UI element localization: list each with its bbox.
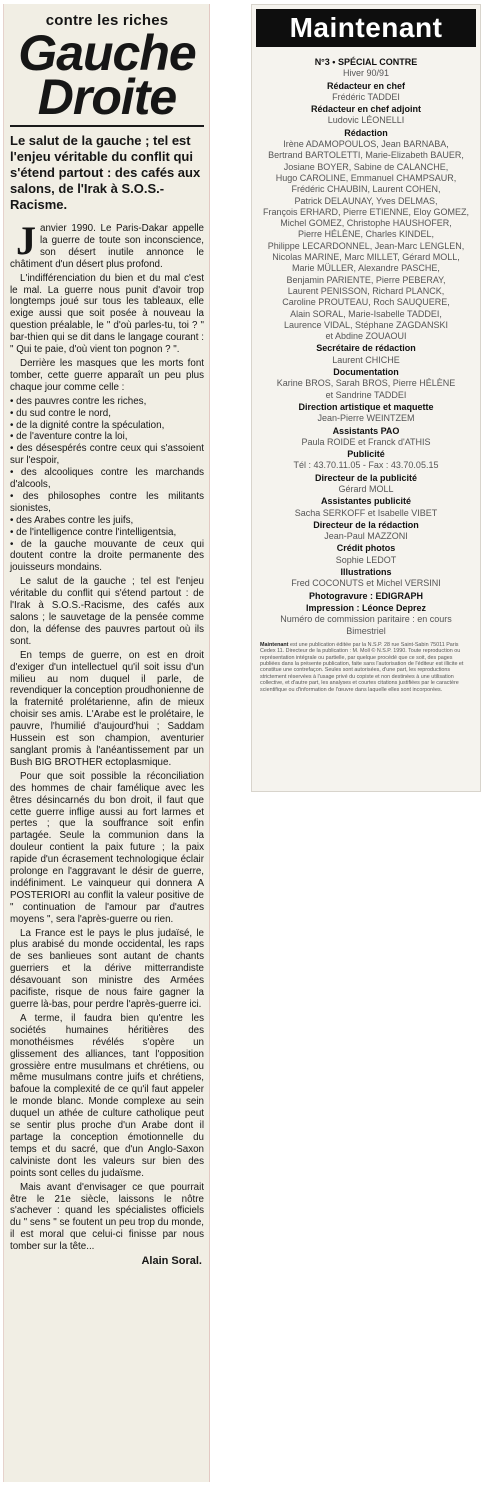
paragraph-1-text: anvier 1990. Le Paris-Dakar appelle la guerre de toute son inconscience, son désert inutile annonce le châtiment d'un désert plus profond. [10,223,204,270]
credit-line: Hugo CAROLINE, Emmanuel CHAMPSAUR, [275,172,457,183]
credit-line: Irène ADAMOPOULOS, Jean BARNABA, [283,139,449,150]
list-item: • des désespérés contre ceux qui s'assoient sur l'espoir, [10,443,204,467]
list-item: • des Arabes contre les juifs, [10,514,134,526]
drop-cap: J [16,218,36,263]
issue-season: Hiver 90/91 [342,68,390,79]
article-kicker: contre les riches [45,12,169,29]
credit-heading: Directeur de la publicité [314,472,418,483]
legal-notice [260,642,472,693]
credit-line: Laurence VIDAL, Stéphane ZAGDANSKI [283,319,449,330]
credit-line: Josiane BOYER, Sabine de CALANCHE, [283,161,449,172]
credit-line: Frédéric TADDEI [332,91,400,102]
credits-list [260,81,472,637]
paragraph-3: Derrière les masques que les morts font tomber, cette guerre apparaît un peu plus chaque jour comme celle : [10,357,204,393]
credit-line: et Sandrine TADDEI [325,389,407,400]
credit-heading: Publicité [347,449,385,460]
credit-line: Patrick DELAUNAY, Yves DELMAS, [294,195,438,206]
credit-line: Frédéric CHAUBIN, Laurent COHEN, [291,184,441,195]
article-lead: Le salut de la gauche ; tel est l'enjeu véritable du conflit qui s'étend partout : des cafés aux salons, de l'Irak à S.O.S.-Racisme. [10,133,201,212]
credit-line: Alain SORAL, Marie-Isabelle TADDEI, [290,308,442,319]
list-item: • du sud contre le nord, [10,407,111,419]
masthead-box [251,4,481,792]
credit-heading: Directeur de la rédaction [313,519,419,530]
issue-number: N°3 • SPÉCIAL CONTRE [314,57,418,67]
credit-line: Numéro de commission paritaire : en cours [280,614,452,625]
paragraph-4: Le salut de la gauche ; tel est l'enjeu véritable du conflit qui s'étend partout : de l'Irak à S.O.S.-Racisme, des cafés aux salons ; le sauvetage de la pensée comme don, la défense des pauvres partout où ils sont. [10,576,204,647]
legal-notice-title: Maintenant [260,641,289,648]
credit-line: François ERHARD, Pierre ETIENNE, Eloy GOMEZ, [262,206,470,217]
list-item: • de la dignité contre la spéculation, [10,419,165,431]
credit-line: Tél : 43.70.11.05 - Fax : 43.70.05.15 [293,460,439,471]
paragraph-2: L'indifférenciation du bien et du mal c'est le mal. La guerre nous punit d'avoir trop longtemps joué sur tous les tableaux, elle exige aussi que soit posée à nouveau la question préalable, le " d'où parles-tu, toi ? " bar-thien qui se dit dans le langage courant : " Qui te paie, d'où vient ton pognon ? ". [10,272,204,356]
headline-rule [10,125,204,127]
author-signature: Alain Soral. [141,1255,202,1268]
legal-notice-publisher: est une publication éditée par la N.S.P. 28 rue Saint-Sabin 75011 Paris Cedex 11. Directeur de la publication : M. Moll © N.S.P. 1990. [260,641,459,655]
paragraph-6: Pour que soit possible la réconciliation des hommes de chair famélique avec les êtres désincarnés du bon droit, il faut que cette guerre inflige aussi au fort larmes et pertes ; que la souffrance soit enfin partagée. Seule la communion dans la douleur contient la paix future ; la paix rapide d'un écrasement technologique éclair prolonge en l'aggravant le désir de guerre, indéfiniment. Le vainqueur qui donnera A POSTERIORI au conflit la valeur positive de " continuation de l'amour par d'autres moyens ", sera l'après-guerre ou rien. [10,770,204,925]
paragraph-5: En temps de guerre, on est en droit d'exiger d'un intellectuel qu'il soit issu d'un milieu au nom duquel il parle, de revendiquer la conception proudhonienne de la fraternité prolétarienne, afin de mieux choisir ses amis. L'Arabe est le prolétaire, le pauvre, l'humilié d'aujourd'hui ; Saddam Hussein est son champion, aventurier sanglant promis à l'anéantissement par un Bush BIG BROTHER ectoplasmique. [10,649,204,768]
bullet-list [10,396,204,575]
list-item: • des alcooliques contre les marchands d'alcools, [10,467,204,491]
list-item: • des philosophes contre les militants sionistes, [10,490,204,514]
credit-line: Benjamin PARIENTE, Pierre PEBERAY, [286,274,446,285]
list-item: • des pauvres contre les riches, [10,395,147,407]
headline-line-2: Droite [37,69,177,125]
credit-heading: Assistantes publicité [320,496,412,507]
headline-line-1: Gauche [18,25,196,81]
credit-heading: Photogravure : EDIGRAPH [308,590,423,601]
list-item: • de l'intelligence contre l'intelligentsia, [10,526,177,538]
credit-heading: Rédacteur en chef adjoint [310,104,422,115]
credit-heading: Documentation [333,367,399,378]
paragraph-9: Mais avant d'envisager ce que pourrait être le 21e siècle, laissons le nôtre s'achever : quand les spécialistes officiels du " sens " se foutent un peu trop du monde, il est moral que celui-ci finisse par nous tomber sur la tête... [10,1181,204,1253]
credit-heading: Illustrations [340,567,392,578]
credit-heading: Crédit photos [336,543,396,554]
list-item: • de l'aventure contre la loi, [10,431,128,443]
credit-heading: Direction artistique et maquette [298,401,434,412]
credit-line: Gérard MOLL [338,483,394,494]
paragraph-7: La France est le pays le plus judaïsé, le plus arabisé du monde occidental, les raps de ses banlieues sont autant de chants guerriers et la dérive mitterrandiste désavouant son ministre des Armées pacifiste, risque de nous faire gagner la guerre là-bas, pour perdre l'après-guerre ici. [10,927,204,1010]
credit-line: Caroline PROUTEAU, Roch SAUQUERE, [282,297,450,308]
credit-line: Laurent PENISSON, Richard PLANCK, [287,285,445,296]
credit-line: Sophie LEDOT [335,554,397,565]
credit-line: Sacha SERKOFF et Isabelle VIBET [294,507,438,518]
credit-line: Nicolas MARINE, Marc MILLET, Gérard MOLL, [272,252,460,263]
credit-heading: Rédacteur en chef [326,80,406,91]
credit-line: Fred COCONUTS et Michel VERSINI [291,578,441,589]
credit-line: Jean-Paul MAZZONI [324,531,408,542]
credit-heading: Impression : Léonce Deprez [305,602,427,613]
credit-line: Bertrand BARTOLETTI, Marie-Elizabeth BAUER, [268,150,464,161]
list-item: • de la gauche mouvante de ceux qui doutent contre la droite permanente des jouisseurs mondains. [10,538,204,574]
credit-heading: Secrétaire de rédaction [316,343,416,354]
credit-line: Jean-Pierre WEINTZEM [317,413,415,424]
credit-line: Marie MÜLLER, Alexandre PASCHE, [292,263,440,274]
credit-line: et Abdine ZOUAOUI [325,331,407,342]
credit-line: Karine BROS, Sarah BROS, Pierre HÉLÈNE [276,378,456,389]
legal-notice-copyright: Toute reproduction ou représentation intégrale ou partielle, par quelque procédé que ce soit, des pages publiées dans la présente publication, faite sans l'autorisation de l'éditeur est illicite et constitue une contrefaçon. Seules sont autorisées, d'une part, les reproductions strictement réservées à l'usage privé du copiste et non destinées à une utilisation collective, et d'autre part, les analyses et courtes citations justifiées par le caractère scientifique ou d'information de l'œuvre dans laquelle elles sont incorporées. [260,648,464,693]
credit-line: Bimestriel [346,625,386,636]
credit-heading: Rédaction [344,127,388,138]
paragraph-1 [10,218,204,271]
credit-line: Pierre HÉLÈNE, Charles KINDEL, [297,229,435,240]
credit-line: Laurent CHICHE [332,354,400,365]
credit-line: Michel GOMEZ, Christophe HAUSHOFER, [280,218,452,229]
credit-line: Ludovic LÉONELLI [327,115,405,126]
magazine-logo: Maintenant [256,9,476,47]
credit-line: Philippe LECARDONNEL, Jean-Marc LENGLEN, [267,240,465,251]
article-column [4,4,209,1482]
credit-line: Paula ROIDE et Franck d'ATHIS [301,436,431,447]
paragraph-8: A terme, il faudra bien qu'entre les sociétés humaines héritières des monothéismes révélés s'opère un glissement des alliances, tant l'opposition grossière entre musulmans et chrétiens, ou même musulmans contre juifs et chrétiens, bafoue la complexité de ce qu'il faut appeler le monde blanc. Monde complexe au sein duquel un athée de culture catholique peut se sentir plus proche d'un Arabe dont il partage la conception émotionnelle du temps et du sacré, que d'un Anglo-Saxon calviniste dont les valeurs sur bien des points sont celles du judaïsme. [10,1012,204,1179]
credit-heading: Assistants PAO [332,425,400,436]
